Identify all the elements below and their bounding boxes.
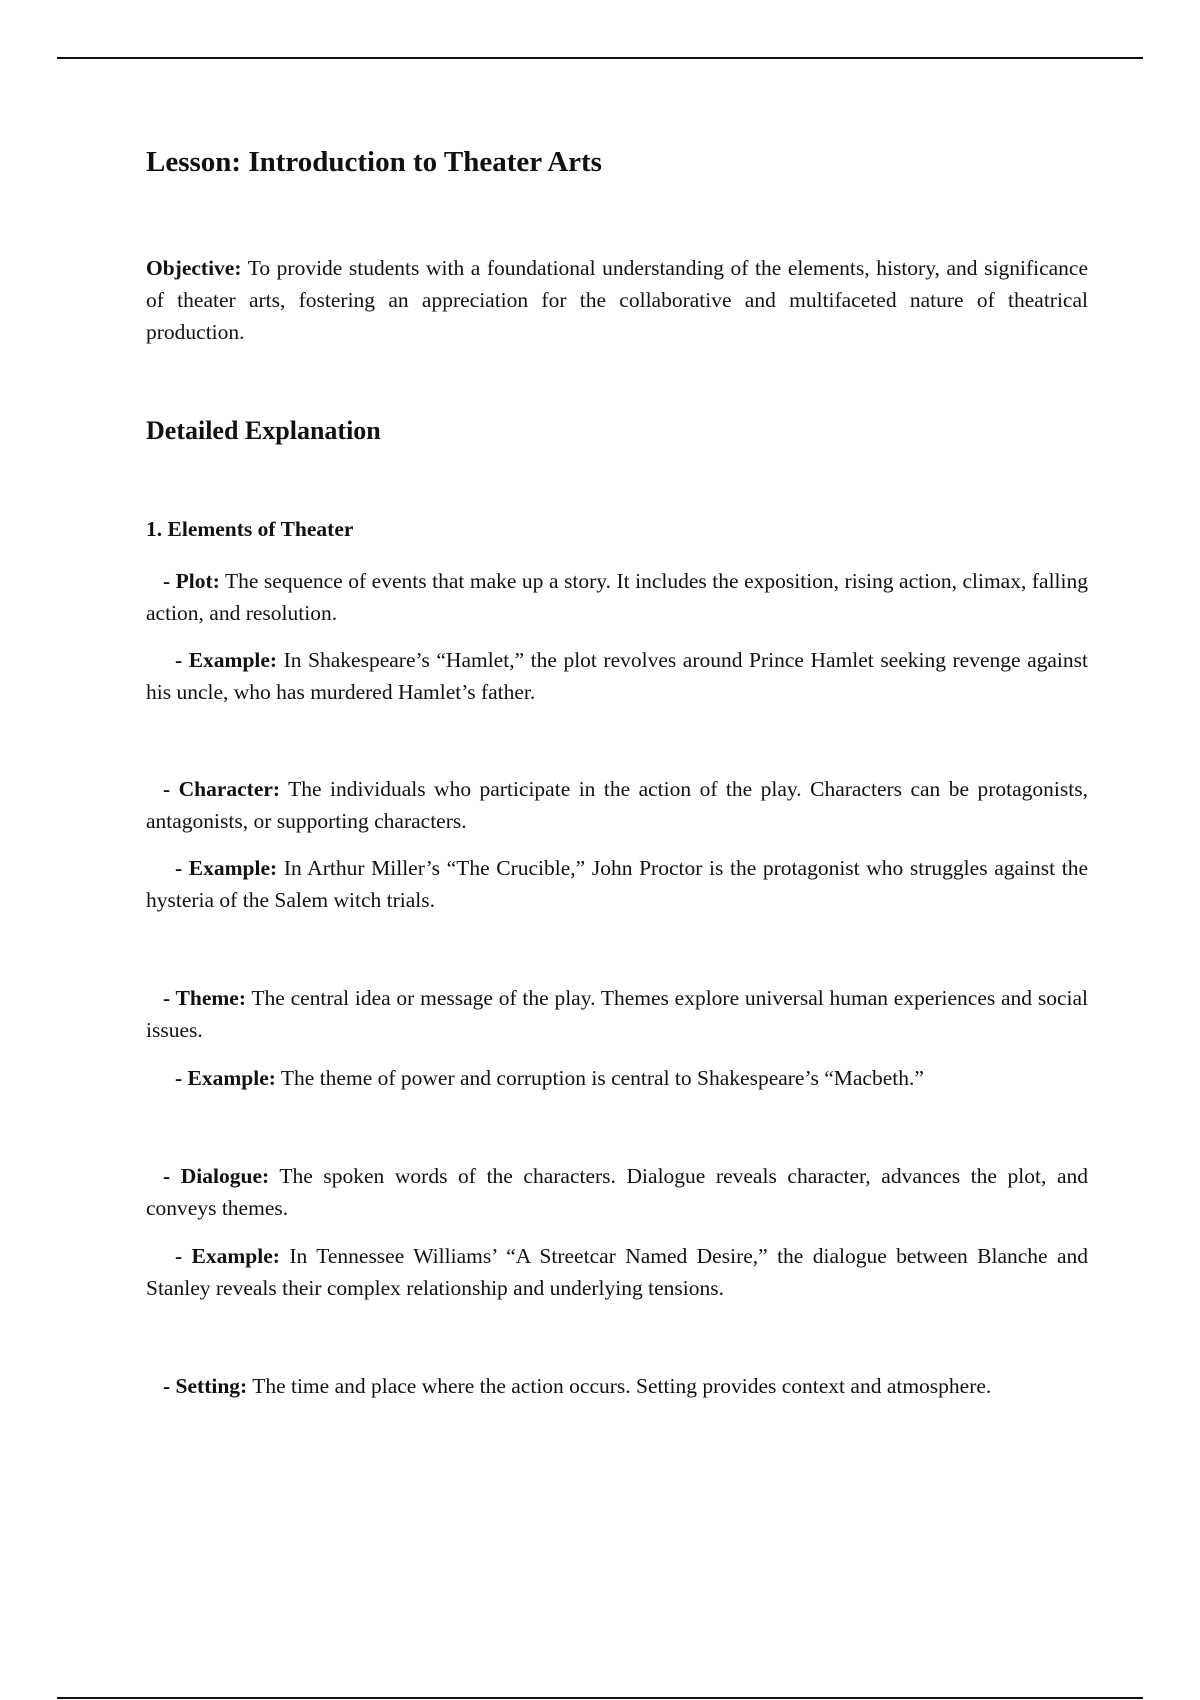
- objective-text: To provide students with a foundational understanding of the elements, history, and significance of theater arts, fostering an appreciation for the collaborative and multifaceted nature of theatrical production.: [146, 256, 1088, 344]
- subsection-heading: 1. Elements of Theater: [146, 517, 354, 541]
- character-example: [146, 852, 1088, 916]
- setting-label: - Setting:: [163, 1374, 248, 1398]
- objective-label: Objective:: [146, 256, 242, 280]
- theme-example-label: - Example:: [175, 1066, 276, 1090]
- document-title: Lesson: Introduction to Theater Arts: [146, 146, 602, 178]
- theme-example-text: The theme of power and corruption is central to Shakespeare’s “Macbeth.”: [275, 1066, 924, 1090]
- dialogue-text: The spoken words of the characters. Dialogue reveals character, advances the plot, and conveys themes.: [146, 1164, 1088, 1220]
- dialogue-example-text: In Tennessee Williams’ “A Streetcar Named Desire,” the dialogue between Blanche and Stanley reveals their complex relationship and underlying tensions.: [146, 1244, 1089, 1300]
- dialogue-definition: [146, 1160, 1088, 1224]
- theme-label: - Theme:: [163, 986, 246, 1010]
- character-definition: [146, 773, 1088, 837]
- character-label: - Character:: [163, 777, 281, 801]
- character-text: The individuals who participate in the action of the play. Characters can be protagonists, antagonists, or supporting characters.: [146, 777, 1088, 833]
- character-example-text: In Arthur Miller’s “The Crucible,” John Proctor is the protagonist who struggles against the hysteria of the Salem witch trials.: [146, 856, 1089, 912]
- setting-definition: [146, 1370, 1088, 1402]
- plot-example-label: - Example:: [175, 648, 278, 672]
- plot-example: [146, 644, 1088, 708]
- dialogue-label: - Dialogue:: [163, 1164, 270, 1188]
- theme-definition: [146, 982, 1088, 1046]
- plot-label: - Plot:: [163, 569, 220, 593]
- objective-paragraph: [146, 252, 1088, 348]
- dialogue-example: [146, 1240, 1088, 1304]
- dialogue-example-label: - Example:: [175, 1244, 280, 1268]
- character-example-label: - Example:: [175, 856, 278, 880]
- plot-text: The sequence of events that make up a story. It includes the exposition, rising action, climax, falling action, and resolution.: [146, 569, 1088, 625]
- plot-definition: [146, 565, 1088, 629]
- theme-example: [146, 1062, 1088, 1094]
- bottom-divider: [57, 1697, 1143, 1699]
- theme-text: The central idea or message of the play. Themes explore universal human experiences and social issues.: [146, 986, 1088, 1042]
- section-heading: Detailed Explanation: [146, 416, 381, 445]
- top-divider: [57, 57, 1143, 59]
- plot-example-text: In Shakespeare’s “Hamlet,” the plot revolves around Prince Hamlet seeking revenge against his uncle, who has murdered Hamlet’s father.: [146, 648, 1088, 704]
- setting-text: The time and place where the action occurs. Setting provides context and atmosphere.: [247, 1374, 992, 1398]
